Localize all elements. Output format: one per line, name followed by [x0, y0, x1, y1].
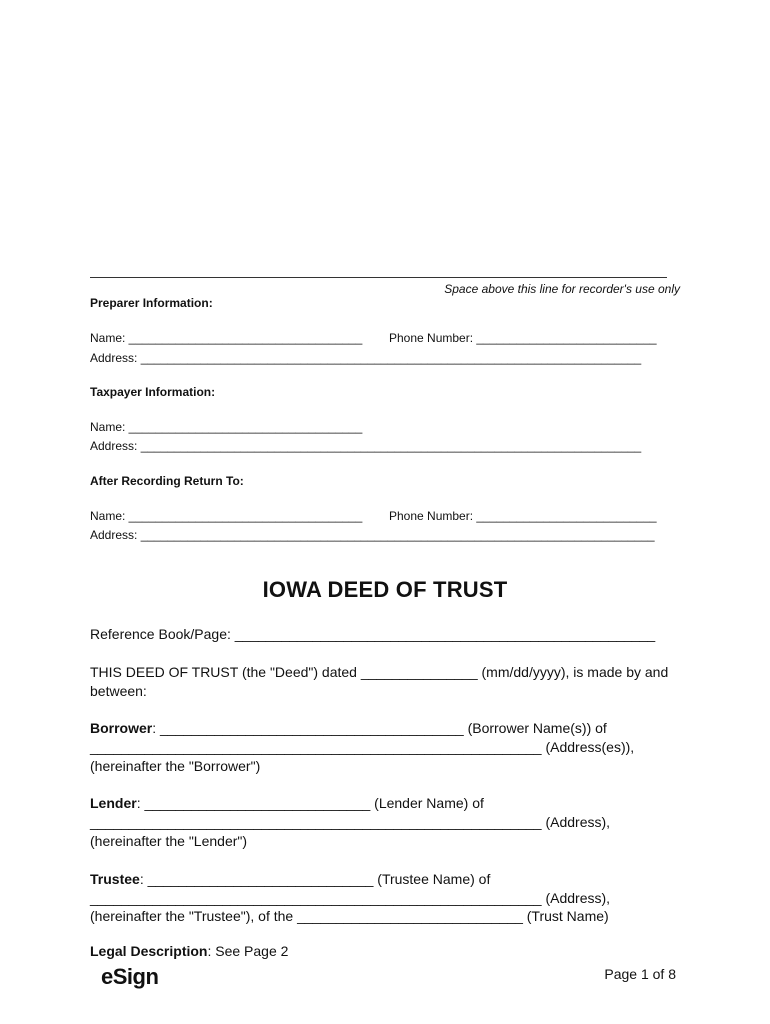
borrower-address-field: __________________________________________________________ (Address(es)), — [90, 739, 635, 755]
reference-line: Reference Book/Page: ______________________________________________________ — [90, 626, 656, 642]
preparer-address-field: Address: ___________________________________________________________________________ — [90, 351, 642, 365]
trustee-hereinafter: (hereinafter the "Trustee"), of the _____________________________ (Trust Name) — [90, 908, 609, 924]
return-to-name-field: Name: ___________________________________ — [90, 509, 363, 523]
trustee-line-1 — [90, 871, 490, 887]
preparer-name-field: Name: ___________________________________ — [90, 331, 363, 345]
lender-label: Lender — [90, 795, 137, 811]
borrower-name-field: : _______________________________________ (Borrower Name(s)) of — [152, 720, 607, 736]
trustee-label: Trustee — [90, 871, 140, 887]
trustee-address-field: __________________________________________________________ (Address), — [90, 890, 611, 906]
recorder-note: Space above this line for recorder's use only — [444, 282, 680, 296]
lender-address-field: __________________________________________________________ (Address), — [90, 814, 611, 830]
recorder-divider — [90, 277, 667, 278]
intro-line-1: THIS DEED OF TRUST (the "Deed") dated _______________ (mm/dd/yyyy), is made by and — [90, 664, 669, 680]
lender-line-1 — [90, 795, 484, 811]
taxpayer-heading: Taxpayer Information: — [90, 385, 216, 399]
taxpayer-name-field: Name: ___________________________________ — [90, 420, 363, 434]
preparer-heading: Preparer Information: — [90, 296, 213, 310]
legal-description-line — [90, 943, 288, 959]
legal-description-text: : See Page 2 — [207, 943, 289, 959]
borrower-label: Borrower — [90, 720, 153, 736]
lender-hereinafter: (hereinafter the "Lender") — [90, 833, 248, 849]
trustee-name-field: : _____________________________ (Trustee Name) of — [139, 871, 491, 887]
document-title: IOWA DEED OF TRUST — [262, 577, 508, 602]
legal-description-label: Legal Description — [90, 943, 208, 959]
preparer-phone-field: Phone Number: ___________________________ — [389, 331, 657, 345]
borrower-line-1 — [90, 720, 607, 736]
taxpayer-address-field: Address: ___________________________________________________________________________ — [90, 439, 642, 453]
return-to-phone-field: Phone Number: ___________________________ — [389, 509, 657, 523]
intro-line-2: between: — [90, 683, 147, 699]
page-number: Page 1 of 8 — [604, 966, 676, 982]
return-to-address-field: Address: _____________________________________________________________________________ — [90, 528, 655, 542]
lender-name-field: : _____________________________ (Lender Name) of — [136, 795, 484, 811]
return-to-heading: After Recording Return To: — [90, 474, 244, 488]
borrower-hereinafter: (hereinafter the "Borrower") — [90, 758, 261, 774]
esign-logo: eSign — [101, 964, 159, 989]
